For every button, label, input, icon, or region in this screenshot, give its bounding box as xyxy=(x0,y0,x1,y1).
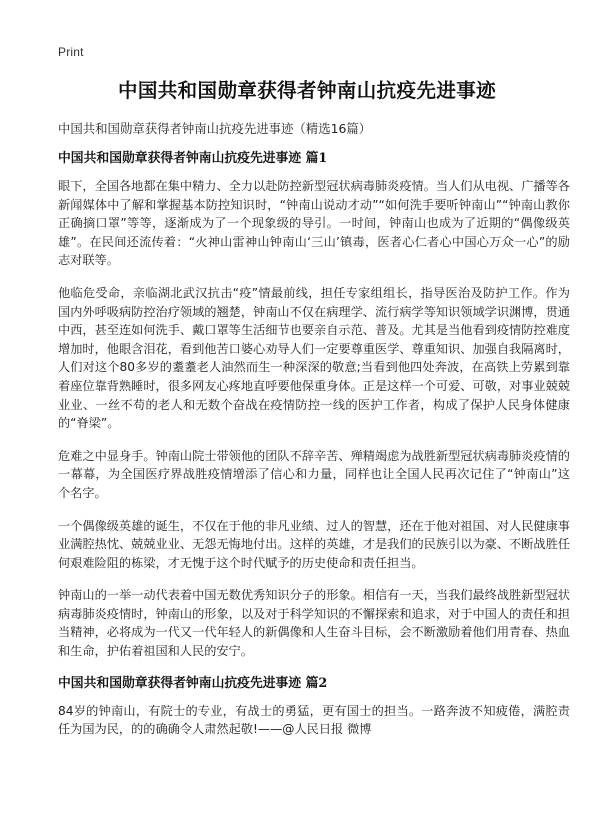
section-heading: 中国共和国勋章获得者钟南山抗疫先进事迹 篇1 xyxy=(58,151,328,166)
paragraph: 他临危受命，亲临湖北武汉抗击“疫”情最前线，担任专家组组长，指导医治及防护工作。作为国内外呼吸病防控治疗领域的翘楚，钟南山不仅在病理学、流行病学等知识领域学识渊博，贯通中西，甚至连如何洗手、戴口罩等生活细节也要亲自示范、普及。尤其是当他看到疫情防控难度增加时，他眼含泪花，看到他苦口婆心劝导人们一定要尊重医学、尊重知识、加强自我隔离时，人们对这个80多岁的耋耋老人油然而生一种深深的敬意;当看到他四处奔波，在高铁上劳累到靠着座位靠背熟睡时，很多网友心疼地直呼要他保重身体。正是这样一个可爱、可敬，对事业兢兢业业、一丝不苟的老人和无数个奋战在疫情防控一线的医护工作者，构成了保护人民身体健康的“脊梁”。 xyxy=(58,285,570,431)
section-1 xyxy=(58,150,570,661)
paragraph: 眼下，全国各地都在集中精力、全力以赴防控新型冠状病毒肺炎疫情。当人们从电视、广播等各新闻媒体中了解和掌握基本防控知识时，“钟南山说动才动”“如何洗手要听钟南山”“钟南山教你正确摘口罩”等等，逐渐成为了一个现象级的导引。一时间，钟南山也成为了近期的“偶像级英雄”。在民间还流传着：“火神山雷神山钟南山‘三山’镇毒，医者心仁者心中国心万众一心”的励志对联等。 xyxy=(58,179,570,268)
document-title: 中国共和国勋章获得者钟南山抗疫先进事迹 xyxy=(117,79,497,102)
paragraph: 一个偶像级英雄的诞生，不仅在于他的非凡业绩、过人的智慧，还在于他对祖国、对人民健康事业满腔热忱、兢兢业业、无怨无悔地付出。这样的英雄，才是我们的民族引以为豪、不断战胜任何艰难险阻的栋梁，才无愧于这个时代赋予的历史使命和责任担当。 xyxy=(58,518,570,570)
section-2 xyxy=(58,675,570,739)
document-subtitle: 中国共和国勋章获得者钟南山抗疫先进事迹（精选16篇） xyxy=(58,121,372,136)
paragraph: 危难之中显身手。钟南山院士带领他的团队不辞辛苦、殚精竭虑为战胜新型冠状病毒肺炎疫情的一幕幕，为全国医疗界战胜疫情增添了信心和力量，同样也让全国人民再次记住了“钟南山”这个名字。 xyxy=(58,448,570,500)
section-heading: 中国共和国勋章获得者钟南山抗疫先进事迹 篇2 xyxy=(58,675,328,691)
paragraph: 84岁的钟南山，有院士的专业，有战士的勇猛，更有国士的担当。一路奔波不知疲倦，满腔责任为国为民，的的确确令人肃然起敬!——@人民日报 微博 xyxy=(58,703,570,737)
print-label[interactable]: Print xyxy=(58,45,84,59)
document-body xyxy=(58,150,570,753)
paragraph: 钟南山的一举一动代表着中国无数优秀知识分子的形象。相信有一天，当我们最终战胜新型冠状病毒肺炎疫情时，钟南山的形象，以及对于科学知识的不懈探索和追求，对于中国人的责任和担当精神，必将成为一代又一代年轻人的新偶像和人生奋斗目标，会不断激励着他们用青春、热血和生命，护佑着祖国和人民的安宁。 xyxy=(58,588,570,659)
